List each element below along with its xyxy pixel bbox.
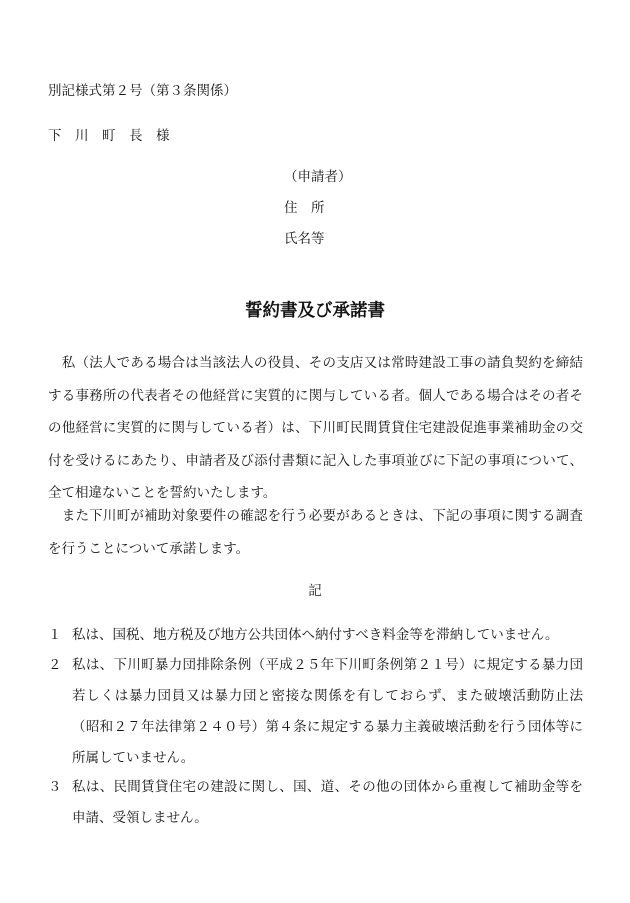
ki-heading: 記 [308,583,322,599]
document-title: 誓約書及び承諾書 [245,301,385,321]
applicant-name-label: 氏名等 [284,231,325,247]
item-number: ２ [48,657,62,673]
item-text: 私は、下川町暴力団排除条例（平成２５年下川町条例第２１号）に規定する暴力団若しくは暴力団員又は暴力団と密接な関係を有しておらず、また破壊活動防止法（昭和２７年法律第２４０号）第４条に規定する暴力主義破壊活動を行う団体等に所属していません。 [72,657,583,766]
item-number: ３ [48,779,62,795]
pledge-paragraph: 私（法人である場合は当該法人の役員、その支店又は常時建設工事の請負契約を締結する事務所の代表者その他経営に実質的に関与している者。個人である場合はその者その他経営に実質的に関与している者）は、下川町民間賃貸住宅建設促進事業補助金の交付を受けるにあたり、申請者及び添付書類に記入した事項並びに下記の事項について、全て相違ないことを誓約いたします。 [48,355,583,501]
addressee: 下 川 町 長 様 [48,128,170,144]
item-number: １ [48,627,62,643]
consent-paragraph: また下川町が補助対象要件の確認を行う必要があるときは、下記の事項に関する調査を行うことについて承諾します。 [48,508,583,557]
applicant-address-label: 住 所 [284,200,325,216]
applicant-role-label: （申請者） [284,169,352,185]
item-text: 私は、民間賃貸住宅の建設に関し、国、道、その他の団体から重複して補助金等を申請、受領しません。 [72,779,583,826]
list-item [48,650,583,774]
list-item [48,772,583,834]
form-number-label: 別記様式第２号（第３条関係） [48,83,237,99]
item-text: 私は、国税、地方税及び地方公共団体へ納付すべき料金等を滞納していません。 [72,627,559,643]
list-item [48,620,583,651]
